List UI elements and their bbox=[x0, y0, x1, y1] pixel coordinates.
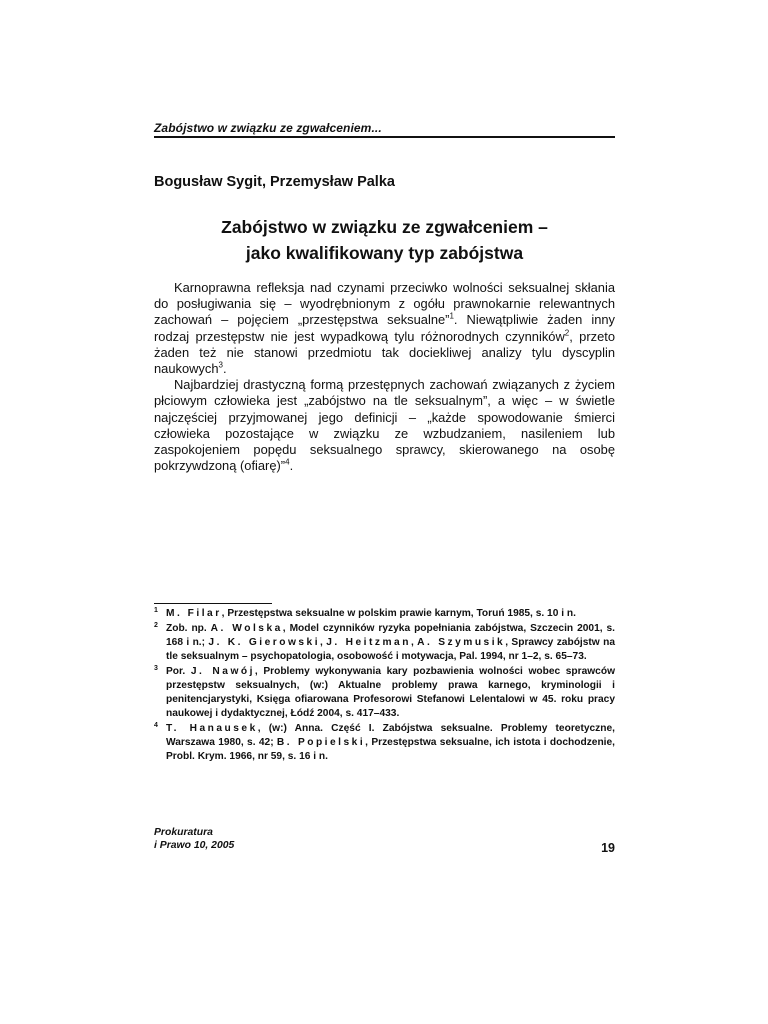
footnote-text: , bbox=[320, 637, 327, 648]
footnote-number: 4 bbox=[154, 722, 158, 729]
p2-text-b: . bbox=[289, 458, 294, 474]
footnote-text: , Przestępstwa seksualne w polskim prawie karnym, Toruń 1985, s. 10 i n. bbox=[221, 608, 576, 619]
p1-text-b: . Niewątpliwie żaden inny rodzaj przestępstw nie jest wypadkową tylu różnorodnych czynników bbox=[154, 312, 615, 344]
footnote-author: A. Szymusik bbox=[417, 637, 506, 648]
footnote-ref-3: 3 bbox=[218, 360, 223, 370]
footnote-author: A. Wolska bbox=[210, 623, 283, 634]
footnote-ref-4: 4 bbox=[285, 457, 290, 467]
footnote-rule bbox=[154, 603, 272, 604]
title-line-1: Zabójstwo w związku ze zgwałceniem – bbox=[221, 217, 548, 237]
footnote-ref-1: 1 bbox=[449, 312, 454, 322]
footnote-text: , Sprawcy zabójstw na tle seksualnym – psychopatologia, osobowość i motywacja, Pal. 1994, nr 1–2, s. 65–73. bbox=[166, 637, 615, 662]
p1-text-a: Karnoprawna refleksja nad czynami przeciwko wolności seksualnej skłania do posługiwania się – wyodrębnionym z ogółu prawnokarnie relewantnych zachowań – pojęciem „przestępstwa seksualne” bbox=[154, 280, 615, 328]
title-line-2: jako kwalifikowany typ zabójstwa bbox=[245, 243, 524, 263]
footnote-author: T. Hanausek bbox=[166, 723, 258, 734]
footnote-number: 1 bbox=[154, 607, 158, 614]
footnote-2 bbox=[154, 622, 615, 664]
journal-line-2: i Prawo 10, 2005 bbox=[154, 840, 235, 851]
document-page bbox=[154, 0, 615, 1024]
footnote-number: 2 bbox=[154, 622, 158, 629]
footnote-author: B. Popielski bbox=[276, 737, 366, 748]
p2-text-a: Najbardziej drastyczną formą przestępnych zachowań związanych z życiem płciowym człowieka jest „zabójstwo na tle seksualnym”, a więc – w świetle najczęściej przyjmowanej jego definicji – „każde spowodowanie śmierci człowieka pozostające w związku ze wzbudzaniem, nasileniem lub zaspokojeniem popędu seksualnego sprawcy, skierowanego na osobę pokrzywdzoną (ofiarę)” bbox=[154, 377, 615, 474]
footnote-author: M. Filar bbox=[166, 608, 222, 619]
footnote-text: , bbox=[410, 637, 418, 648]
footnote-text: , (w:) Anna. Część I. Zabójstwa seksualne. Problemy teoretyczne, Warszawa 1980, s. 42; bbox=[166, 723, 615, 748]
footnote-ref-2: 2 bbox=[564, 328, 570, 338]
body-text bbox=[154, 280, 615, 474]
footnote-author: J. Heitzman bbox=[326, 637, 411, 648]
footnote-text: , Model czynników ryzyka popełniania zabójstwa, Szczecin 2001, s. 168 i n.; bbox=[166, 623, 616, 648]
footnote-text: , Przestępstwa seksualne, ich istota i dochodzenie, Probl. Krym. 1966, nr 59, s. 16 i n. bbox=[166, 737, 616, 762]
footnote-number: 3 bbox=[154, 665, 158, 672]
footnote-author: J. K. Gierowski bbox=[208, 637, 321, 648]
journal-line-1: Prokuratura bbox=[154, 827, 213, 838]
footnote-text: , Problemy wykonywania kary pozbawienia wolności wobec sprawców przestępstw seksualnych, (w:) Aktualne problemy prawa karnego, kryminologii i penitencjarystyki, Księga ofiarowana Profesorowi Stefanowi Lelentalowi w 45. roku pracy naukowej i dydaktycznej, Łódź 2004, s. 417–433. bbox=[166, 666, 615, 719]
page-number: 19 bbox=[601, 841, 615, 855]
footnotes bbox=[154, 607, 615, 765]
footnote-4 bbox=[154, 722, 615, 764]
footnote-3 bbox=[154, 665, 615, 721]
article-authors: Bogusław Sygit, Przemysław Palka bbox=[154, 174, 395, 190]
footnote-text: Por. bbox=[166, 666, 191, 677]
header-rule bbox=[154, 136, 615, 138]
footnote-1 bbox=[154, 607, 615, 621]
article-title bbox=[154, 214, 615, 266]
p1-text-d: . bbox=[222, 361, 227, 377]
paragraph-1 bbox=[154, 280, 615, 377]
p1-text-c: , przeto żaden też nie stanowi przedmiotu tak dociekliwej analizy tylu dyscyplin naukowych bbox=[154, 328, 616, 377]
running-header: Zabójstwo w związku ze zgwałceniem... bbox=[154, 121, 382, 135]
paragraph-2 bbox=[154, 377, 615, 474]
journal-info bbox=[154, 826, 234, 852]
footnote-author: J. Nawój bbox=[190, 666, 255, 677]
footnote-text: Zob. np. bbox=[166, 623, 211, 634]
